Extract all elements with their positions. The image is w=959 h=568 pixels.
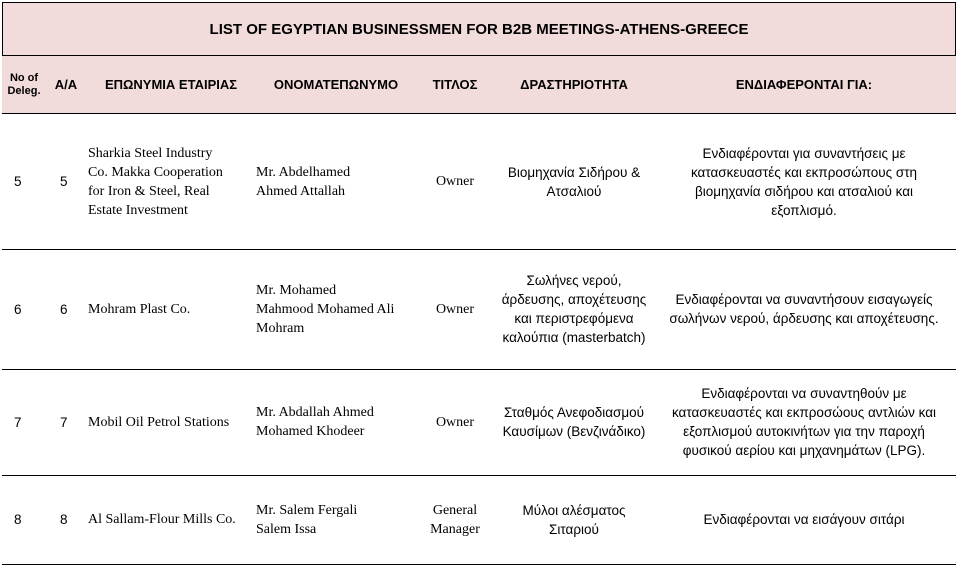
cell-line: Ενδιαφέρονται να εισάγουν σιτάρι [703, 512, 905, 527]
table-row [2, 249, 956, 370]
cell-line: Owner [435, 174, 475, 189]
cell-aa: 5 [60, 174, 68, 189]
cell-aa: 7 [60, 414, 68, 430]
cell-contact-name [256, 249, 416, 369]
cell-line: φυσικού αερίου και μηχανημάτων (LPG). [682, 443, 926, 458]
header-activity: ΔΡΑΣΤΗΡΙΟΤΗΤΑ [520, 77, 628, 92]
cell-line: Sharkia Steel Industry [88, 145, 213, 161]
cell-line: καλούπια (masterbatch) [502, 330, 646, 345]
cell-no-deleg: 5 [14, 174, 22, 189]
cell-activity [494, 249, 654, 369]
cell-job-title [416, 369, 494, 475]
cell-line: Ενδιαφέρονται να συναντηθούν με [701, 386, 907, 401]
cell-contact-name [256, 369, 416, 475]
cell-line: General [432, 502, 478, 518]
cell-job-title [416, 114, 494, 249]
cell-line: Manager [430, 521, 480, 537]
cell-contact-name [256, 114, 416, 249]
cell-line: Μύλοι αλέσματος [522, 502, 626, 518]
cell-line: Co. Makka Cooperation [88, 164, 223, 180]
header-interest: ΕΝΔΙΑΦΕΡΟΝΤΑΙ ΓΙΑ: [735, 77, 873, 92]
cell-line: Σωλήνες νερού, [526, 273, 622, 288]
cell-line: Mohram [256, 320, 305, 336]
cell-no-deleg: 7 [14, 414, 22, 430]
cell-interest [654, 114, 954, 249]
cell-line: Mr. Mohamed [256, 282, 337, 298]
cell-line: Σιταριού [549, 521, 599, 537]
cell-company [88, 369, 256, 475]
cell-company [88, 475, 256, 564]
cell-line: Salem Issa [256, 521, 317, 537]
cell-aa: 6 [60, 301, 68, 317]
cell-line: κατασκευαστές και εκπροσώπους στη [690, 164, 918, 180]
header-title: ΤΙΤΛΟΣ [432, 77, 478, 92]
cell-line: Owner [435, 301, 475, 317]
cell-job-title [416, 475, 494, 564]
header-company: ΕΠΩΝΥΜΙΑ ΕΤΑΙΡΙΑΣ [104, 77, 238, 92]
cell-line: εξοπλισμού αυτοκινήτων για την παροχή [683, 424, 925, 439]
table-header [2, 56, 956, 114]
cell-no-deleg: 8 [14, 512, 22, 527]
cell-line: Mohamed Khodeer [256, 424, 365, 439]
cell-line: βιομηχανία σιδήρου και ατσαλιού και [694, 183, 914, 199]
cell-line: for Iron & Steel, Real [88, 183, 210, 199]
cell-interest [654, 475, 954, 564]
cell-company [88, 249, 256, 369]
document-title [2, 2, 956, 56]
cell-line: Owner [435, 414, 475, 430]
document-page [2, 2, 956, 566]
header-no-line2: Deleg. [7, 84, 41, 97]
cell-line: Ahmed Attallah [256, 183, 346, 199]
header-no-line1: No of [9, 71, 39, 84]
table-row [2, 475, 956, 565]
cell-line: εξοπλισμό. [771, 202, 837, 218]
cell-line: σωλήνων νερού, άρδευσης και αποχέτευσης. [669, 311, 939, 326]
table-row [2, 114, 956, 250]
cell-line: Mr. Abdelhamed [256, 164, 351, 180]
cell-line: Ενδιαφέρονται να συναντήσουν εισαγωγείς [675, 292, 933, 307]
cell-activity [494, 369, 654, 475]
document-title-text: LIST OF EGYPTIAN BUSINESSMEN FOR B2B MEETINGS-ATHENS-GREECE [209, 20, 749, 38]
cell-line: Mr. Salem Fergali [256, 502, 358, 518]
cell-job-title [416, 249, 494, 369]
cell-interest [654, 369, 954, 475]
cell-line: Mohram Plast Co. [88, 301, 191, 317]
cell-line: Mr. Abdallah Ahmed [256, 405, 374, 420]
cell-no-deleg: 6 [14, 301, 22, 317]
cell-line: Καυσίμων (Βενζινάδικο) [502, 424, 646, 439]
cell-line: κατασκευαστές και εκπροσώους αντλιών και [671, 405, 937, 420]
cell-line: Al Sallam-Flour Mills Co. [88, 512, 236, 527]
cell-interest [654, 249, 954, 369]
cell-activity [494, 475, 654, 564]
cell-company [88, 114, 256, 249]
cell-line: Mahmood Mohamed Ali [256, 301, 395, 317]
cell-line: Ενδιαφέρονται για συναντήσεις με [702, 145, 906, 161]
cell-line: Ατσαλιού [546, 183, 602, 199]
cell-line: Estate Investment [88, 202, 188, 218]
header-name: ΟΝΟΜΑΤΕΠΩΝΥΜΟ [273, 77, 399, 92]
header-no-deleg [2, 56, 46, 113]
cell-line: και περιστρεφόμενα [514, 311, 634, 326]
cell-line: Mobil Oil Petrol Stations [88, 414, 230, 430]
cell-aa: 8 [60, 512, 68, 527]
cell-line: Σταθμός Ανεφοδιασμού [503, 405, 645, 420]
cell-line: άρδευσης, αποχέτευσης [501, 292, 647, 307]
cell-contact-name [256, 475, 416, 564]
header-aa: Α/Α [54, 77, 78, 92]
cell-activity [494, 114, 654, 249]
table-row [2, 369, 956, 476]
cell-line: Βιομηχανία Σιδήρου & [507, 164, 641, 180]
